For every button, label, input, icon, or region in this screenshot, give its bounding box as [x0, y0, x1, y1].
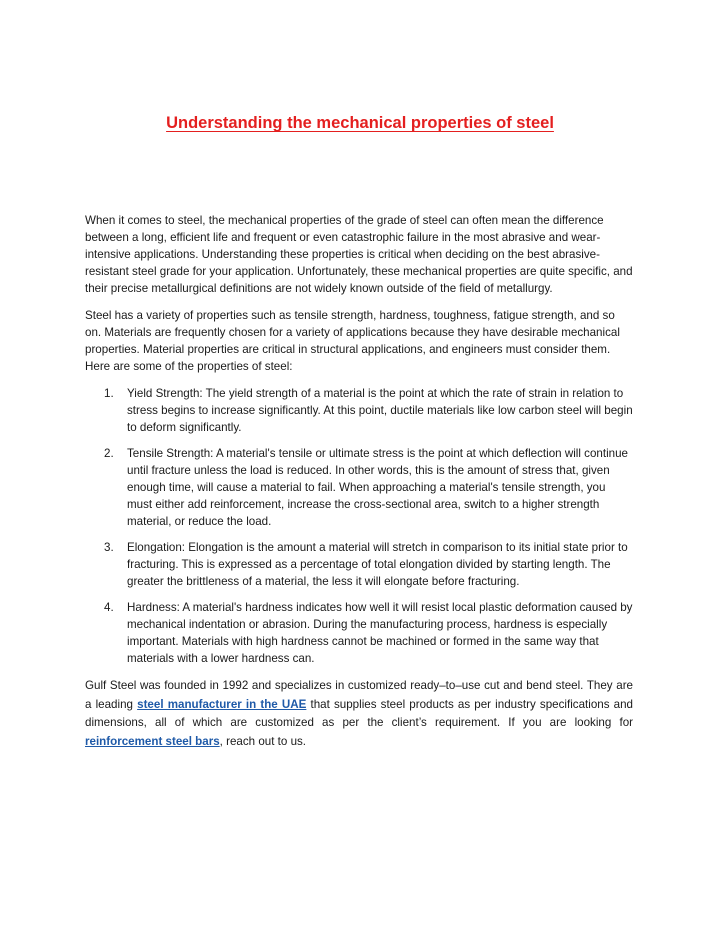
document-body: [85, 212, 633, 761]
list-item-text: Elongation: Elongation is the amount a material will stretch in comparison to its initial state prior to fracturing. This is expressed as a percentage of total elongation divided by starting length. The greater the brittleness of a material, the less it will elongate before fracturing.: [127, 541, 628, 588]
list-number: 2.: [104, 447, 114, 460]
intro-paragraph: When it comes to steel, the mechanical properties of the grade of steel can often mean the difference between a long, efficient life and frequent or even catastrophic failure in the most abrasive and wear-intensive applications. Understanding these properties is critical when deciding on the best abrasive-resistant steel grade for your application. Unfortunately, these mechanical properties are quite specific, and their precise metallurgical definitions are not widely known outside of the field of metallurgy.: [85, 214, 633, 295]
list-item-tensile-strength: [85, 445, 633, 530]
list-number: 4.: [104, 601, 114, 614]
list-number: 3.: [104, 541, 114, 554]
list-item-text: Yield Strength: The yield strength of a material is the point at which the rate of strain in relation to stress begins to increase significantly. At this point, ductile materials like low carbon steel will begin to deform significantly.: [127, 387, 633, 434]
closing-paragraph: [85, 677, 633, 751]
closing-text-2: that supplies steel products as per industry specifications and dimensions, all of which are customized as per the client’s requirement. If you are looking for: [85, 697, 634, 729]
steel-manufacturer-link[interactable]: steel manufacturer in the UAE: [137, 697, 307, 711]
closing-text-1: Gulf Steel was founded in 1992 and specializes in customized ready–to–use cut and bend steel. They are a leading: [85, 679, 633, 711]
page-title: Understanding the mechanical properties of steel: [166, 114, 554, 132]
reinforcement-steel-bars-link[interactable]: reinforcement steel bars: [85, 734, 220, 748]
list-item-text: Hardness: A material's hardness indicates how well it will resist local plastic deformation caused by mechanical indentation or abrasion. During the manufacturing process, hardness is especially important. Materials with high hardness cannot be machined or formed in the same way that materials with a lower hardness can.: [127, 601, 633, 665]
list-number: 1.: [104, 387, 114, 400]
list-item-text: Tensile Strength: A material's tensile or ultimate stress is the point at which deflection will continue until fracture unless the load is reduced. In other words, this is the amount of stress that, given enough time, will cause a material to fail. When approaching a material's tensile strength, you must either add reinforcement, increase the cross-sectional area, switch to a higher strength material, or reduce the load.: [127, 447, 628, 528]
list-item-hardness: [85, 599, 633, 667]
properties-paragraph: Steel has a variety of properties such as tensile strength, hardness, toughness, fatigue strength, and so on. Materials are frequently chosen for a variety of applications because they have desirable mechanical properties. Material properties are critical in structural applications, and engineers must consider them. Here are some of the properties of steel:: [85, 309, 620, 373]
closing-text-3: , reach out to us.: [219, 734, 307, 748]
list-item-yield-strength: [85, 385, 633, 436]
list-item-elongation: [85, 539, 633, 590]
properties-list: [85, 385, 633, 667]
